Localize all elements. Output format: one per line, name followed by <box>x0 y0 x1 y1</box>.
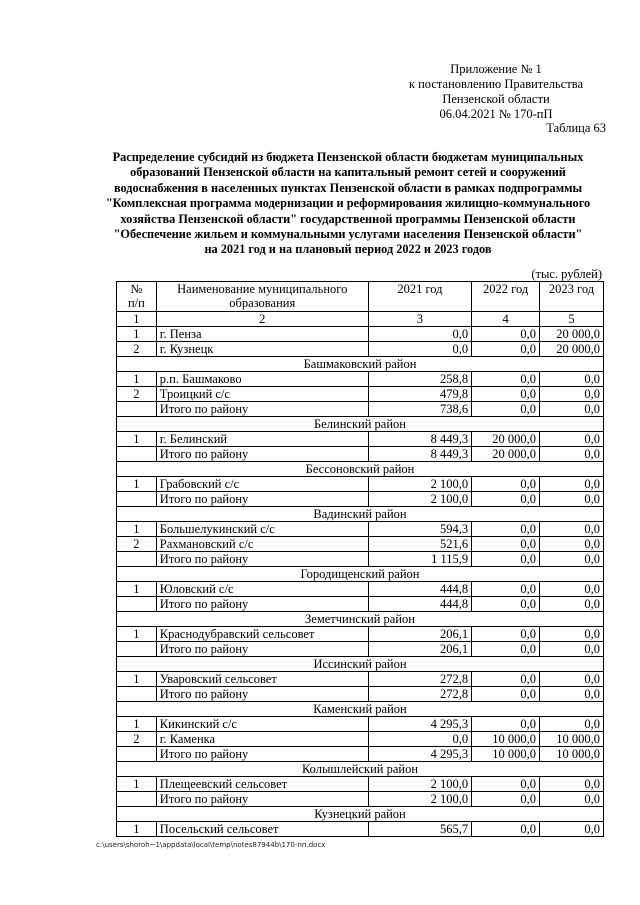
row-number: 2 <box>117 537 157 552</box>
column-number: 3 <box>368 312 472 327</box>
value-2023: 20 000,0 <box>540 327 604 342</box>
header-name-line1: Наименование муниципального <box>177 282 348 296</box>
value-2023: 0,0 <box>540 717 604 732</box>
table-row <box>117 822 604 837</box>
district-row <box>117 612 604 627</box>
district-total-row <box>117 747 604 762</box>
municipality-name: Плещеевский сельсовет <box>156 777 368 792</box>
subsidy-table <box>116 281 604 837</box>
district-total-row <box>117 447 604 462</box>
appendix-line: к постановлению Правительства <box>408 77 584 91</box>
municipality-name: Итого по району <box>156 687 368 702</box>
value-2023: 20 000,0 <box>540 342 604 357</box>
municipality-name: Итого по району <box>156 642 368 657</box>
table-number: Таблица 63 <box>546 121 606 135</box>
table-row <box>117 432 604 447</box>
title-line: "Комплексная программа модернизации и реформирования жилищно-коммунального <box>105 196 591 211</box>
district-row <box>117 357 604 372</box>
municipality-name: Итого по району <box>156 402 368 417</box>
municipality-name: Юловский с/с <box>156 582 368 597</box>
municipality-name: Итого по району <box>156 447 368 462</box>
value-2021: 2 100,0 <box>368 792 472 807</box>
table-row <box>117 717 604 732</box>
row-number: 1 <box>117 477 157 492</box>
district-total-row <box>117 792 604 807</box>
value-2021: 738,6 <box>368 402 472 417</box>
municipality-name: г. Белинский <box>156 432 368 447</box>
district-name: Белинский район <box>117 417 604 432</box>
value-2021: 4 295,3 <box>368 747 472 762</box>
district-total-row <box>117 492 604 507</box>
column-number: 1 <box>117 312 157 327</box>
value-2022: 0,0 <box>472 627 540 642</box>
value-2023: 0,0 <box>540 492 604 507</box>
row-number <box>117 552 157 567</box>
municipality-name: г. Кузнецк <box>156 342 368 357</box>
header-name-line2: образования <box>229 296 296 310</box>
value-2023: 0,0 <box>540 477 604 492</box>
value-2021: 565,7 <box>368 822 472 837</box>
value-2023: 0,0 <box>540 822 604 837</box>
value-2021: 2 100,0 <box>368 477 472 492</box>
district-row <box>117 807 604 822</box>
header-2023: 2023 год <box>540 282 604 312</box>
row-number: 1 <box>117 717 157 732</box>
district-total-row <box>117 552 604 567</box>
value-2023: 0,0 <box>540 552 604 567</box>
value-2021: 2 100,0 <box>368 492 472 507</box>
value-2023: 0,0 <box>540 687 604 702</box>
table-row <box>117 327 604 342</box>
district-name: Каменский район <box>117 702 604 717</box>
column-number: 5 <box>540 312 604 327</box>
table-header-row <box>117 282 604 312</box>
value-2023: 0,0 <box>540 537 604 552</box>
value-2021: 206,1 <box>368 642 472 657</box>
value-2023: 10 000,0 <box>540 732 604 747</box>
table-row <box>117 777 604 792</box>
value-2021: 444,8 <box>368 582 472 597</box>
value-2023: 0,0 <box>540 642 604 657</box>
table-row <box>117 342 604 357</box>
municipality-name: г. Пенза <box>156 327 368 342</box>
value-2022: 0,0 <box>472 327 540 342</box>
value-2022: 0,0 <box>472 822 540 837</box>
value-2022: 0,0 <box>472 387 540 402</box>
table-body <box>117 327 604 837</box>
value-2022: 0,0 <box>472 522 540 537</box>
table-row <box>117 582 604 597</box>
municipality-name: Итого по району <box>156 792 368 807</box>
municipality-name: Посельский сельсовет <box>156 822 368 837</box>
header-2021: 2021 год <box>368 282 472 312</box>
column-number: 2 <box>156 312 368 327</box>
value-2021: 444,8 <box>368 597 472 612</box>
municipality-name: Большелукинский с/с <box>156 522 368 537</box>
row-number: 1 <box>117 522 157 537</box>
value-2022: 0,0 <box>472 672 540 687</box>
row-number <box>117 492 157 507</box>
value-2021: 272,8 <box>368 672 472 687</box>
title-line: на 2021 год и на плановый период 2022 и 2023 годов <box>204 242 492 257</box>
row-number: 1 <box>117 327 157 342</box>
column-numbers-row <box>117 312 604 327</box>
municipality-name: г. Каменка <box>156 732 368 747</box>
column-number: 4 <box>472 312 540 327</box>
district-name: Кузнецкий район <box>117 807 604 822</box>
value-2021: 4 295,3 <box>368 717 472 732</box>
table-row <box>117 672 604 687</box>
municipality-name: Кикинский с/с <box>156 717 368 732</box>
municipality-name: Уваровский сельсовет <box>156 672 368 687</box>
row-number <box>117 642 157 657</box>
district-name: Вадинский район <box>117 507 604 522</box>
value-2022: 0,0 <box>472 687 540 702</box>
district-row <box>117 462 604 477</box>
district-name: Бессоновский район <box>117 462 604 477</box>
title-line: "Обеспечение жильем и коммунальными услугами населения Пензенской области" <box>113 227 583 242</box>
value-2022: 0,0 <box>472 372 540 387</box>
value-2023: 0,0 <box>540 627 604 642</box>
value-2022: 0,0 <box>472 597 540 612</box>
value-2021: 0,0 <box>368 342 472 357</box>
appendix-block <box>386 62 606 122</box>
table-row <box>117 627 604 642</box>
title-line: образований Пензенской области на капитальный ремонт сетей и сооружений <box>130 165 566 180</box>
document-title <box>88 150 608 258</box>
value-2022: 0,0 <box>472 477 540 492</box>
table-row <box>117 477 604 492</box>
district-row <box>117 567 604 582</box>
table-row <box>117 522 604 537</box>
header-number <box>117 282 157 312</box>
row-number: 1 <box>117 777 157 792</box>
municipality-name: Итого по району <box>156 597 368 612</box>
header-2022: 2022 год <box>472 282 540 312</box>
units-label: (тыс. рублей) <box>531 267 602 281</box>
table-row <box>117 387 604 402</box>
value-2022: 0,0 <box>472 582 540 597</box>
row-number: 1 <box>117 582 157 597</box>
appendix-line: Пензенской области <box>442 92 550 106</box>
value-2022: 0,0 <box>472 777 540 792</box>
value-2021: 2 100,0 <box>368 777 472 792</box>
value-2023: 0,0 <box>540 777 604 792</box>
district-name: Колышлейский район <box>117 762 604 777</box>
value-2021: 8 449,3 <box>368 432 472 447</box>
value-2023: 0,0 <box>540 372 604 387</box>
value-2023: 0,0 <box>540 672 604 687</box>
row-number <box>117 747 157 762</box>
table-row <box>117 537 604 552</box>
value-2023: 0,0 <box>540 597 604 612</box>
value-2022: 0,0 <box>472 792 540 807</box>
appendix-line: 06.04.2021 № 170-пП <box>439 107 553 121</box>
row-number: 1 <box>117 372 157 387</box>
row-number: 1 <box>117 672 157 687</box>
value-2022: 0,0 <box>472 717 540 732</box>
title-line: Распределение субсидий из бюджета Пензенской области бюджетам муниципальных <box>112 150 584 164</box>
municipality-name: Итого по району <box>156 552 368 567</box>
appendix-line: Приложение № 1 <box>450 62 542 76</box>
value-2022: 20 000,0 <box>472 447 540 462</box>
header-name <box>156 282 368 312</box>
row-number <box>117 597 157 612</box>
value-2021: 594,3 <box>368 522 472 537</box>
row-number <box>117 447 157 462</box>
district-row <box>117 702 604 717</box>
municipality-name: Рахмановский с/с <box>156 537 368 552</box>
value-2021: 0,0 <box>368 327 472 342</box>
value-2022: 0,0 <box>472 492 540 507</box>
district-row <box>117 507 604 522</box>
district-total-row <box>117 687 604 702</box>
row-number <box>117 792 157 807</box>
value-2022: 0,0 <box>472 642 540 657</box>
value-2021: 0,0 <box>368 732 472 747</box>
municipality-name: Итого по району <box>156 747 368 762</box>
district-name: Земетчинский район <box>117 612 604 627</box>
municipality-name: Грабовский с/с <box>156 477 368 492</box>
value-2021: 272,8 <box>368 687 472 702</box>
district-name: Иссинский район <box>117 657 604 672</box>
district-row <box>117 762 604 777</box>
municipality-name: Краснодубравский сельсовет <box>156 627 368 642</box>
value-2022: 0,0 <box>472 537 540 552</box>
value-2022: 10 000,0 <box>472 732 540 747</box>
value-2021: 479,8 <box>368 387 472 402</box>
row-number <box>117 687 157 702</box>
district-row <box>117 657 604 672</box>
district-total-row <box>117 597 604 612</box>
value-2021: 1 115,9 <box>368 552 472 567</box>
value-2023: 0,0 <box>540 447 604 462</box>
row-number <box>117 402 157 417</box>
value-2022: 0,0 <box>472 402 540 417</box>
value-2023: 0,0 <box>540 522 604 537</box>
value-2022: 0,0 <box>472 552 540 567</box>
value-2022: 10 000,0 <box>472 747 540 762</box>
value-2021: 258,8 <box>368 372 472 387</box>
district-name: Башмаковский район <box>117 357 604 372</box>
value-2023: 0,0 <box>540 402 604 417</box>
table-row <box>117 372 604 387</box>
value-2023: 0,0 <box>540 582 604 597</box>
title-line: водоснабжения в населенных пунктах Пензенской области в рамках подпрограммы <box>113 180 583 195</box>
value-2023: 10 000,0 <box>540 747 604 762</box>
municipality-name: Итого по району <box>156 492 368 507</box>
value-2022: 20 000,0 <box>472 432 540 447</box>
value-2023: 0,0 <box>540 792 604 807</box>
value-2021: 206,1 <box>368 627 472 642</box>
municipality-name: р.п. Башмаково <box>156 372 368 387</box>
value-2023: 0,0 <box>540 387 604 402</box>
district-name: Городищенский район <box>117 567 604 582</box>
title-line: хозяйства Пензенской области" государственной программы Пензенской области <box>120 211 576 226</box>
district-total-row <box>117 402 604 417</box>
table-row <box>117 732 604 747</box>
municipality-name: Троицкий с/с <box>156 387 368 402</box>
value-2022: 0,0 <box>472 342 540 357</box>
value-2021: 8 449,3 <box>368 447 472 462</box>
row-number: 1 <box>117 432 157 447</box>
district-total-row <box>117 642 604 657</box>
value-2021: 521,6 <box>368 537 472 552</box>
district-row <box>117 417 604 432</box>
row-number: 2 <box>117 732 157 747</box>
value-2023: 0,0 <box>540 432 604 447</box>
header-number-line2: п/п <box>127 296 145 310</box>
row-number: 2 <box>117 342 157 357</box>
file-path-footer: c:\users\shoroh~1\appdata\local\temp\notes87944b\170-пп.docx <box>96 841 326 849</box>
row-number: 1 <box>117 822 157 837</box>
row-number: 2 <box>117 387 157 402</box>
row-number: 1 <box>117 627 157 642</box>
header-number-line1: № <box>130 282 143 296</box>
